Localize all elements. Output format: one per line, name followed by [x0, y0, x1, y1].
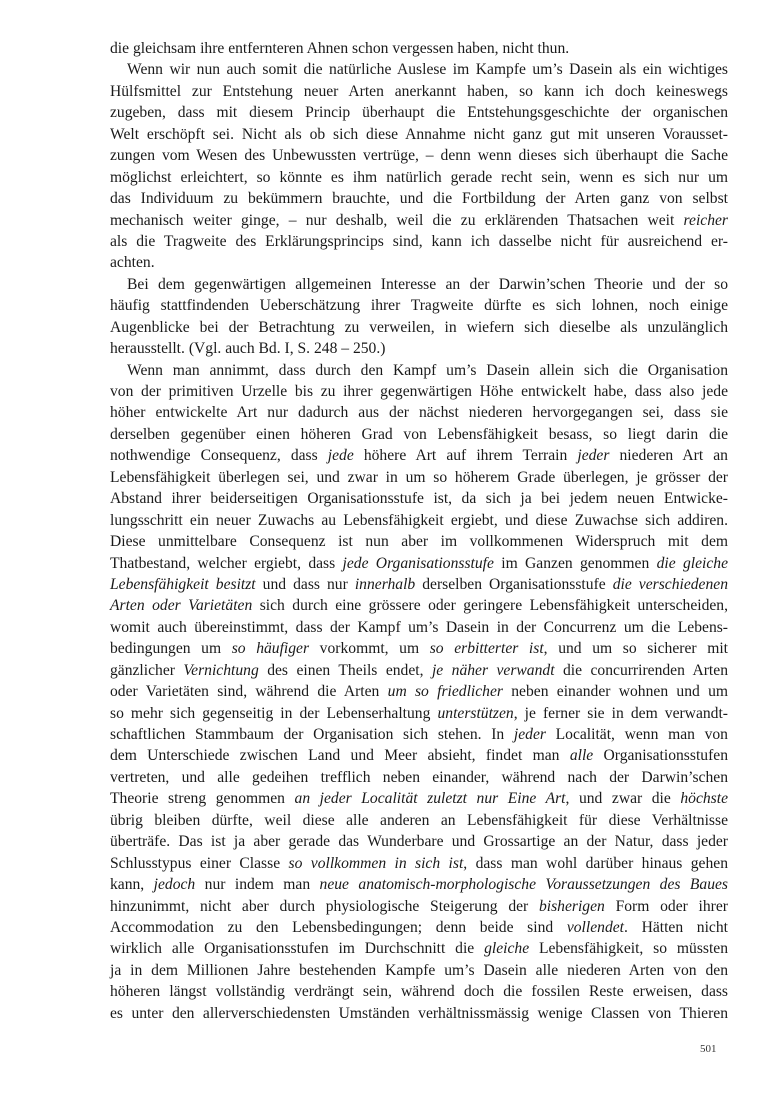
page-number: 501 — [700, 1043, 717, 1055]
text-line: schaftlichen Stammbaum der Organisation sich stehen. In jeder Localität, wenn man von — [110, 726, 728, 743]
text-line: achten. — [110, 254, 155, 272]
paragraph-2 — [110, 59, 728, 273]
paragraph-3 — [110, 274, 728, 360]
text-line: Lebensfähigkeit überlegen sei, und zwar in um so höherem Grade überlegen, je grösser der — [110, 468, 728, 486]
text-line: kann, jedoch nur indem man neue anatomisch-morphologische Voraussetzungen des Baues — [110, 876, 728, 894]
text-line: möglichst erleichtert, so könnte es ihm natürlich gerade recht sein, wenn es sich nur um — [110, 168, 728, 186]
text-line: Schlusstypus einer Classe so vollkommen in sich ist, dass man wohl darüber hinaus gehen — [110, 854, 728, 872]
text-line: Welt erschöpft sei. Nicht als ob sich diese Annahme nicht ganz gut mit unseren Vorausset- — [110, 125, 728, 143]
paragraph-4 — [110, 360, 728, 1025]
text-line: übrig bleiben dürfte, weil diese alle anderen an Lebensfähigkeit für diese Verhältnisse — [110, 811, 728, 829]
text-line: ja in dem Millionen Jahre bestehenden Kampfe um’s Dasein alle niederen Arten von den — [110, 961, 728, 979]
text-line: wirklich alle Organisationsstufen im Durchschnitt die gleiche Lebensfähigkeit, so müssten — [110, 940, 729, 958]
text-line: es unter den allerverschiedensten Umständen verhältnissmässig wenige Classen von Thieren — [110, 1004, 728, 1022]
text-line: höher entwickelte Art nur dadurch aus der nächst niederen hervorgegangen sei, dass sie — [110, 404, 728, 422]
page-body — [110, 38, 728, 1024]
text-line: das Individuum zu bekümmern brauchte, und die Fortbildung der Arten ganz von selbst — [110, 190, 728, 208]
text-line: Hülfsmittel zur Entstehung neuer Arten anerkannt haben, so kann ich doch keineswegs — [110, 82, 728, 100]
text-line: Wenn wir nun auch somit die natürliche Auslese im Kampfe um’s Dasein als ein wichtiges — [127, 61, 728, 79]
text-line: zungen vom Wesen des Unbewussten vertrüge, – denn wenn dieses sich überhaupt die Sache — [110, 147, 728, 165]
text-line: Arten oder Varietäten sich durch eine grössere oder geringere Lebensfähigkeit unterscheiden, — [110, 597, 728, 615]
text-line: überträfe. Das ist ja aber gerade das Wunderbare und Grossartige an der Natur, dass jeder — [110, 833, 728, 851]
text-line: Augenblicke bei der Betrachtung zu verweilen, in wiefern sich dieselbe als unzulänglich — [110, 318, 728, 336]
text-line: Accommodation zu den Lebensbedingungen; denn beide sind vollendet. Hätten nicht — [110, 918, 728, 936]
text-line: womit auch übereinstimmt, dass der Kampf um’s Dasein in der Concurrenz um die Lebens- — [110, 618, 728, 636]
text-line: höheren längst vollständig verdrängt sein, während doch die fossilen Reste erweisen, dass — [110, 983, 728, 1001]
text-line: herausstellt. (Vgl. auch Bd. I, S. 248 – 250.) — [110, 340, 386, 358]
text-line: mechanisch weiter ginge, – nur deshalb, weil die zu erklärenden Thatsachen weit reicher — [110, 211, 728, 229]
text-line: derselben gegenüber einen höheren Grad von Lebensfähigkeit besass, so liegt darin die — [110, 425, 728, 443]
text-line: so mehr sich gegenseitig in der Lebenserhaltung unterstützen, je ferner sie in dem verwandt- — [110, 704, 728, 722]
text-line: Thatbestand, welcher ergiebt, dass jede Organisationsstufe im Ganzen genommen die gleiche — [110, 554, 728, 572]
text-line: als die Tragweite des Erklärungsprincips sind, kann ich dasselbe nicht für ausreichend er- — [110, 232, 728, 250]
text-line: Theorie streng genommen an jeder Localität zuletzt nur Eine Art, und zwar die höchste — [110, 790, 728, 808]
text-line: Diese unmittelbare Consequenz ist nun aber im vollkommenen Widerspruch mit dem — [110, 533, 728, 551]
text-line: oder Varietäten sind, während die Arten um so friedlicher neben einander wohnen und um — [110, 683, 729, 701]
text-line: häufig stattfindenden Ueberschätzung ihrer Tragweite dürfte es sich lohnen, noch einige — [110, 297, 728, 315]
text-line: lungsschritt ein neuer Zuwachs au Lebensfähigkeit ergiebt, und diese Zuwachse sich addiren. — [110, 511, 728, 529]
text-line: von der primitiven Urzelle bis zu ihrer gegenwärtigen Höhe entwickelt habe, dass also jede — [110, 383, 728, 400]
text-line: hinzunimmt, nicht aber durch physiologische Steigerung der bisherigen Form oder ihrer — [110, 897, 728, 915]
text-line: Wenn man annimmt, dass durch den Kampf um’s Dasein allein sich die Organisation — [127, 361, 728, 379]
text-line: zugeben, dass mit diesem Princip überhaupt die Entstehungsgeschichte der organischen — [110, 104, 728, 122]
text-line: bedingungen um so häufiger vorkommt, um so erbitterter ist, und um so sicherer mit — [110, 640, 728, 658]
text-line: nothwendige Consequenz, dass jede höhere Art auf ihrem Terrain jeder niederen Art an — [110, 447, 728, 465]
text-line: dem Unterschiede zwischen Land und Meer absieht, findet man alle Organisationsstufen — [110, 747, 728, 765]
text-line: Lebensfähigkeit besitzt und dass nur innerhalb derselben Organisationsstufe die verschiedenen — [110, 575, 728, 593]
paragraph-1 — [110, 38, 728, 59]
text-line: gänzlicher Vernichtung des einen Theils endet, je näher verwandt die concurrirenden Arten — [110, 661, 728, 679]
text-line: Bei dem gegenwärtigen allgemeinen Interesse an der Darwin’schen Theorie und der so — [127, 275, 728, 293]
text-line: Abstand ihrer beiderseitigen Organisationsstufe ist, da sich ja bei jedem neuen Entwicke- — [110, 490, 728, 508]
text-line: vertreten, und alle gedeihen trefflich neben einander, während nach der Darwin’schen — [110, 768, 728, 786]
text-line: die gleichsam ihre entfernteren Ahnen schon vergessen haben, nicht thun. — [110, 40, 570, 57]
